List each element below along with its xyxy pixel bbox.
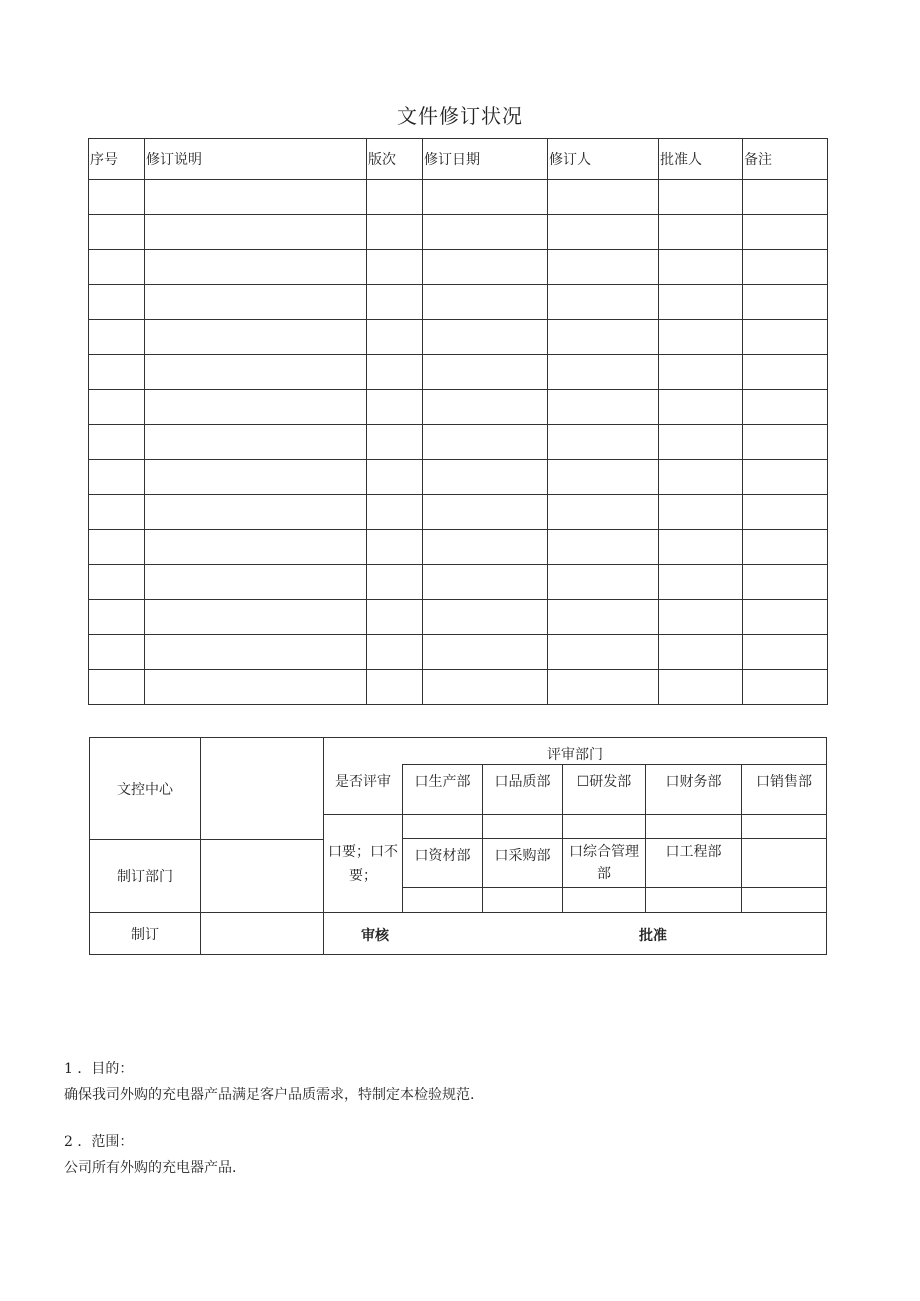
table-cell[interactable] [548, 635, 659, 670]
blank-cell [742, 815, 827, 839]
table-cell[interactable] [89, 565, 145, 600]
table-cell[interactable] [89, 530, 145, 565]
table-cell[interactable] [659, 180, 743, 215]
table-row [89, 285, 828, 320]
table-cell[interactable] [659, 495, 743, 530]
whether-review-label: 是否评审 [324, 765, 403, 815]
table-cell[interactable] [145, 390, 367, 425]
table-row [89, 495, 828, 530]
dept-quality-checkbox[interactable]: 口品质部 [483, 765, 563, 815]
table-cell[interactable] [659, 425, 743, 460]
table-cell[interactable] [367, 250, 423, 285]
table-cell[interactable] [145, 565, 367, 600]
review-dept-header: 评审部门 [324, 738, 827, 765]
table-cell[interactable] [367, 355, 423, 390]
dept-sales-checkbox[interactable]: 口销售部 [742, 765, 827, 815]
table-row [89, 565, 828, 600]
dept-rnd-checkbox[interactable]: ☐研发部 [563, 765, 646, 815]
table-cell[interactable] [367, 215, 423, 250]
table-cell[interactable] [743, 460, 828, 495]
table-cell[interactable] [548, 460, 659, 495]
table-cell[interactable] [89, 215, 145, 250]
drafting-dept-cell[interactable] [201, 840, 324, 913]
blank-cell [563, 815, 646, 839]
table-cell[interactable] [423, 530, 548, 565]
table-cell[interactable] [659, 285, 743, 320]
table-cell[interactable] [89, 460, 145, 495]
dept-purchasing-checkbox[interactable]: 口采购部 [483, 839, 563, 888]
section-2-body: 公司所有外购的充电器产品. [64, 1160, 237, 1176]
table-row [89, 355, 828, 390]
table-cell[interactable] [423, 635, 548, 670]
audit-label: 审核 [361, 928, 389, 944]
table-cell[interactable] [367, 425, 423, 460]
table-cell[interactable] [659, 355, 743, 390]
table-cell[interactable] [548, 180, 659, 215]
table-cell[interactable] [548, 215, 659, 250]
table-cell[interactable] [743, 425, 828, 460]
table-cell[interactable] [659, 215, 743, 250]
table-row [89, 390, 828, 425]
table-cell[interactable] [145, 285, 367, 320]
table-cell[interactable] [367, 600, 423, 635]
doc-control-label: 文控中心 [90, 738, 201, 840]
table-cell[interactable] [89, 670, 145, 705]
header-remarks: 备注 [743, 139, 828, 180]
table-cell[interactable] [548, 530, 659, 565]
table-cell[interactable] [145, 460, 367, 495]
page-title: 文件修订状况 [397, 104, 523, 128]
header-approver: 批准人 [659, 139, 743, 180]
section-2-heading: 2 ．范围： [64, 1134, 134, 1150]
table-cell[interactable] [423, 390, 548, 425]
table-cell[interactable] [145, 670, 367, 705]
table-cell[interactable] [423, 495, 548, 530]
table-cell[interactable] [743, 285, 828, 320]
approve-label: 批准 [639, 928, 667, 944]
review-approval-table [89, 737, 827, 955]
table-cell[interactable] [145, 425, 367, 460]
blank-cell [403, 888, 483, 913]
blank-cell [646, 815, 742, 839]
table-cell[interactable] [743, 180, 828, 215]
table-cell[interactable] [548, 600, 659, 635]
table-cell[interactable] [367, 320, 423, 355]
table-row [89, 670, 828, 705]
table-cell[interactable] [743, 215, 828, 250]
table-cell[interactable] [423, 355, 548, 390]
table-cell[interactable] [145, 355, 367, 390]
table-cell[interactable] [89, 425, 145, 460]
blank-cell [563, 888, 646, 913]
table-cell[interactable] [659, 320, 743, 355]
table-cell[interactable] [743, 565, 828, 600]
table-row [89, 215, 828, 250]
table-cell[interactable] [659, 565, 743, 600]
table-cell[interactable] [423, 285, 548, 320]
table-cell[interactable] [743, 320, 828, 355]
table-cell[interactable] [548, 355, 659, 390]
blank-cell [483, 815, 563, 839]
table-cell[interactable] [548, 565, 659, 600]
table-cell[interactable] [145, 530, 367, 565]
header-date: 修订日期 [423, 139, 548, 180]
blank-cell [403, 815, 483, 839]
blank-cell [742, 888, 827, 913]
doc-control-cell[interactable] [201, 738, 324, 840]
dept-materials-checkbox[interactable]: 口资材部 [403, 839, 483, 888]
dept-empty-cell [742, 839, 827, 888]
table-cell[interactable] [367, 390, 423, 425]
table-cell[interactable] [89, 600, 145, 635]
section-1-heading: 1 ．目的： [64, 1061, 134, 1077]
table-row [89, 635, 828, 670]
table-cell[interactable] [145, 250, 367, 285]
table-cell[interactable] [145, 600, 367, 635]
table-cell[interactable] [145, 495, 367, 530]
table-cell[interactable] [423, 460, 548, 495]
table-cell[interactable] [659, 600, 743, 635]
table-cell[interactable] [743, 390, 828, 425]
table-cell[interactable] [743, 495, 828, 530]
table-cell[interactable] [548, 390, 659, 425]
dept-finance-checkbox[interactable]: 口财务部 [646, 765, 742, 815]
table-cell[interactable] [423, 215, 548, 250]
table-cell[interactable] [548, 250, 659, 285]
draft-label: 制订 [90, 913, 201, 955]
table-cell[interactable] [423, 320, 548, 355]
table-cell[interactable] [659, 460, 743, 495]
table-cell[interactable] [548, 670, 659, 705]
table-row [89, 425, 828, 460]
table-cell[interactable] [89, 495, 145, 530]
header-seq: 序号 [89, 139, 145, 180]
table-cell[interactable] [423, 180, 548, 215]
dept-engineering-checkbox[interactable]: 口工程部 [646, 839, 742, 888]
dept-general-mgmt-checkbox[interactable]: 口综合管理部 [563, 839, 646, 888]
table-cell[interactable] [659, 635, 743, 670]
table-cell[interactable] [367, 530, 423, 565]
table-cell[interactable] [743, 600, 828, 635]
review-required-options[interactable]: 口要；口不要； [324, 815, 403, 913]
blank-cell [646, 888, 742, 913]
blank-cell [483, 888, 563, 913]
table-cell[interactable] [367, 460, 423, 495]
table-cell[interactable] [423, 565, 548, 600]
table-cell[interactable] [89, 390, 145, 425]
draft-cell[interactable] [201, 913, 324, 955]
audit-approve-cell[interactable] [324, 913, 827, 955]
table-cell[interactable] [743, 635, 828, 670]
table-row [89, 600, 828, 635]
section-1-body: 确保我司外购的充电器产品满足客户品质需求，特制定本检验规范. [64, 1087, 475, 1103]
table-cell[interactable] [367, 565, 423, 600]
table-cell[interactable] [367, 285, 423, 320]
table-cell[interactable] [367, 635, 423, 670]
table-cell[interactable] [89, 285, 145, 320]
table-cell[interactable] [89, 250, 145, 285]
table-cell[interactable] [367, 495, 423, 530]
table-row [89, 250, 828, 285]
table-cell[interactable] [548, 285, 659, 320]
table-cell[interactable] [548, 495, 659, 530]
table-cell[interactable] [89, 355, 145, 390]
table-cell[interactable] [743, 355, 828, 390]
dept-production-checkbox[interactable]: 口生产部 [403, 765, 483, 815]
header-version: 版次 [367, 139, 423, 180]
drafting-dept-label: 制订部门 [90, 840, 201, 913]
table-cell[interactable] [423, 250, 548, 285]
header-reviser: 修订人 [548, 139, 659, 180]
table-cell[interactable] [743, 670, 828, 705]
table-row [89, 180, 828, 215]
header-description: 修订说明 [145, 139, 367, 180]
table-row [89, 460, 828, 495]
table-row [89, 320, 828, 355]
table-cell[interactable] [367, 670, 423, 705]
table-cell[interactable] [145, 215, 367, 250]
table-cell[interactable] [743, 250, 828, 285]
table-cell[interactable] [145, 180, 367, 215]
table-row [89, 530, 828, 565]
table-cell[interactable] [548, 320, 659, 355]
revision-status-table [88, 138, 828, 705]
table-cell[interactable] [659, 530, 743, 565]
table-cell[interactable] [145, 635, 367, 670]
table-cell[interactable] [659, 250, 743, 285]
table-cell[interactable] [423, 425, 548, 460]
table-cell[interactable] [145, 320, 367, 355]
table-cell[interactable] [548, 425, 659, 460]
table-cell[interactable] [423, 670, 548, 705]
table-header-row [89, 139, 828, 180]
table-cell[interactable] [89, 635, 145, 670]
table-cell[interactable] [743, 530, 828, 565]
table-cell[interactable] [89, 180, 145, 215]
table-cell[interactable] [423, 600, 548, 635]
table-cell[interactable] [367, 180, 423, 215]
table-cell[interactable] [659, 670, 743, 705]
table-cell[interactable] [659, 390, 743, 425]
table-cell[interactable] [89, 320, 145, 355]
